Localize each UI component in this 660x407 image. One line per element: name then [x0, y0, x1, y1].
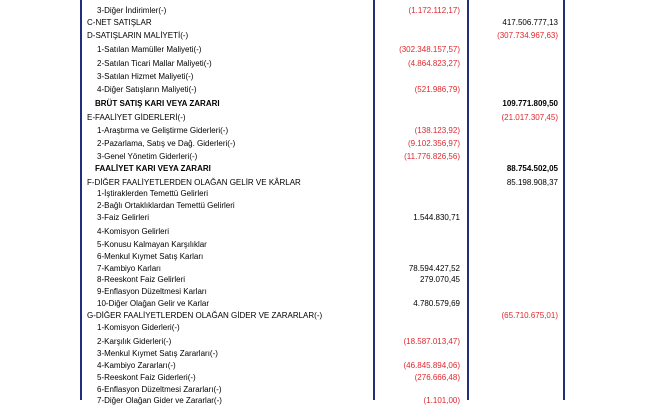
- row-label: 6-Menkul Kıymet Satış Karları: [97, 252, 204, 261]
- row-label: G-DİĞER FAALİYETLERDEN OLAĞAN GİDER VE ZARARLAR(-): [87, 311, 323, 320]
- row-label: 1-İştiraklerden Temettü Gelirleri: [97, 189, 209, 198]
- detail-amount: (1.101,00): [423, 396, 460, 405]
- statement-row: [0, 137, 660, 150]
- row-label: F-DİĞER FAALİYETLERDEN OLAĞAN GELİR VE KÂRLAR: [87, 178, 301, 187]
- detail-amount: (46.845.894,06): [403, 361, 460, 370]
- row-label: 10-Diğer Olağan Gelir ve Karlar: [97, 299, 210, 308]
- detail-amount: (1.172.112,17): [408, 6, 460, 15]
- row-label: 1-Araştırma ve Geliştirme Giderleri(-): [97, 126, 229, 135]
- total-amount: 109.771.809,50: [502, 99, 558, 108]
- statement-row: [0, 124, 660, 137]
- row-label: 7-Diğer Olağan Gider ve Zararlar(-): [97, 396, 222, 405]
- detail-amount: (521.986,79): [414, 85, 460, 94]
- row-label: BRÜT SATIŞ KARI VEYA ZARARI: [95, 99, 220, 108]
- row-label: FAALİYET KARI VEYA ZARARI: [95, 164, 211, 173]
- statement-row: [0, 162, 660, 175]
- statement-row: [0, 70, 660, 83]
- row-label: 4-Kambiyo Zararları(-): [97, 361, 176, 370]
- detail-amount: (11.776.826,56): [404, 152, 460, 161]
- detail-amount: 4.780.579,69: [413, 299, 460, 308]
- total-amount: (307.734.967,63): [497, 31, 558, 40]
- statement-row: [0, 83, 660, 96]
- row-label: 5-Konusu Kalmayan Karşılıklar: [97, 240, 207, 249]
- row-label: 7-Kambiyo Karları: [97, 264, 162, 273]
- detail-amount: (9.102.356,97): [407, 139, 460, 148]
- detail-amount: (138.123,92): [414, 126, 460, 135]
- statement-row: [0, 225, 660, 238]
- row-label: 3-Genel Yönetim Giderleri(-): [97, 152, 198, 161]
- total-amount: 85.198.908,37: [506, 178, 558, 187]
- detail-amount: 78.594.427,52: [408, 264, 460, 273]
- statement-row: [0, 29, 660, 42]
- detail-amount: (18.587.013,47): [403, 337, 460, 346]
- row-label: 4-Diğer Satışların Maliyeti(-): [97, 85, 197, 94]
- row-label: 2-Karşılık Giderleri(-): [97, 337, 172, 346]
- row-label: 3-Diğer İndirimler(-): [97, 6, 167, 15]
- statement-row: [0, 43, 660, 56]
- total-amount: 88.754.502,05: [506, 164, 558, 173]
- row-label: 6-Enflasyon Düzeltmesi Zararları(-): [97, 385, 222, 394]
- row-label: 9-Enflasyon Düzeltmesi Karları: [97, 287, 207, 296]
- detail-amount: (4.864.823,27): [407, 59, 460, 68]
- row-label: 2-Pazarlama, Satış ve Dağ. Giderleri(-): [97, 139, 236, 148]
- row-label: D-SATIŞLARIN MALİYETİ(-): [87, 31, 189, 40]
- row-label: 8-Reeskont Faiz Gelirleri: [97, 275, 186, 284]
- statement-row: [0, 394, 660, 407]
- statement-row: [0, 111, 660, 124]
- detail-amount: (302.348.157,57): [399, 45, 460, 54]
- row-label: 4-Komisyon Gelirleri: [97, 227, 170, 236]
- detail-amount: 279.070,45: [419, 275, 460, 284]
- row-label: 2-Bağlı Ortaklıklardan Temettü Gelirleri: [97, 201, 235, 210]
- row-label: 3-Satılan Hizmet Maliyeti(-): [97, 72, 194, 81]
- total-amount: (21.017.307,45): [501, 113, 558, 122]
- total-amount: (65.710.675,01): [501, 311, 558, 320]
- row-label: 1-Satılan Mamüller Maliyeti(-): [97, 45, 202, 54]
- statement-row: [0, 57, 660, 70]
- row-label: C-NET SATIŞLAR: [87, 18, 152, 27]
- row-label: 1-Komisyon Giderleri(-): [97, 323, 180, 332]
- detail-amount: 1.544.830,71: [413, 213, 460, 222]
- statement-row: [0, 321, 660, 334]
- row-label: E-FAALİYET GİDERLERİ(-): [87, 113, 186, 122]
- statement-row: [0, 97, 660, 110]
- total-amount: 417.506.777,13: [502, 18, 558, 27]
- row-label: 3-Faiz Gelirleri: [97, 213, 150, 222]
- statement-row: [0, 16, 660, 29]
- row-label: 3-Menkul Kıymet Satış Zararları(-): [97, 349, 218, 358]
- row-label: 2-Satılan Ticari Mallar Maliyeti(-): [97, 59, 212, 68]
- statement-row: [0, 211, 660, 224]
- row-label: 5-Reeskont Faiz Giderleri(-): [97, 373, 196, 382]
- detail-amount: (276.666,48): [414, 373, 460, 382]
